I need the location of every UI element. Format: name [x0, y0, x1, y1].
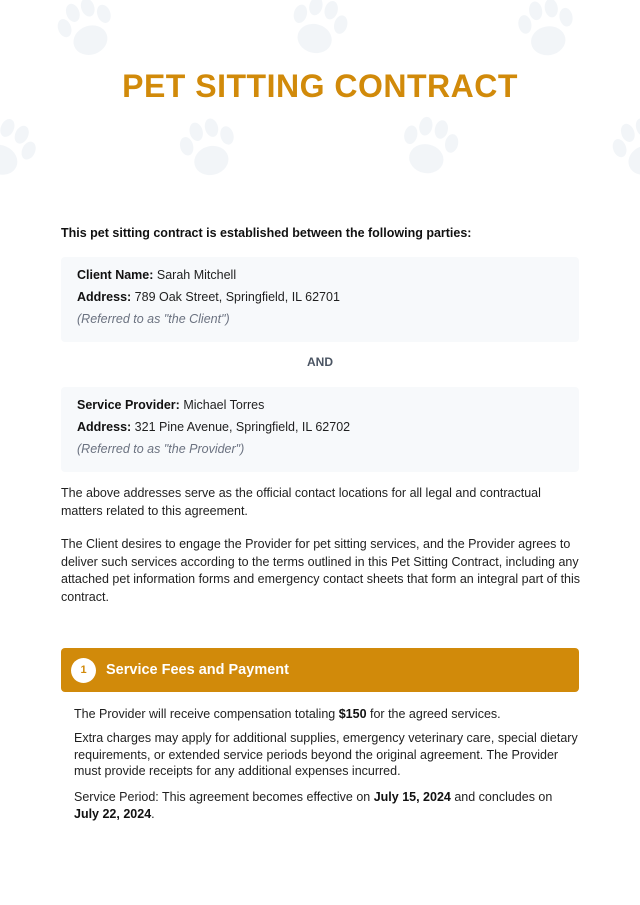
- intro-text: This pet sitting contract is established between the following parties:: [61, 226, 472, 240]
- paw-print-icon: [386, 103, 471, 188]
- provider-name-value: Michael Torres: [183, 398, 265, 412]
- paw-print-icon: [274, 0, 362, 70]
- service-period-before: Service Period: This agreement becomes effective on: [74, 790, 374, 804]
- paw-print-icon: [595, 102, 640, 194]
- client-name-label: Client Name:: [77, 268, 154, 282]
- section-title: Service Fees and Payment: [106, 662, 289, 678]
- client-name-value: Sarah Mitchell: [156, 268, 237, 282]
- party-separator: AND: [307, 355, 333, 369]
- client-address-label: Address:: [77, 290, 132, 304]
- extra-charges-text: Extra charges may apply for additional supplies, emergency veterinary care, special dietary requirements, or extended service periods beyond the original agreement. The Provider must provide receipts for any additional expenses incurred.: [74, 731, 578, 778]
- paw-print-icon: [40, 0, 132, 74]
- paw-print-icon: [504, 0, 587, 70]
- paw-print-icon: [0, 100, 54, 196]
- paw-print-icon: [164, 104, 252, 192]
- provider-reference: (Referred to as "the Provider"): [77, 442, 245, 456]
- client-reference: (Referred to as "the Client"): [77, 312, 230, 326]
- compensation-text: [74, 706, 579, 723]
- service-start-date: July 15, 2024: [373, 790, 451, 804]
- service-period-text: [74, 789, 579, 822]
- provider-address-line: [77, 420, 563, 442]
- service-period-middle: and concludes on: [450, 790, 553, 804]
- engagement-paragraph: The Client desires to engage the Provider for pet sitting services, and the Provider agrees to deliver such services according to the terms outlined in this Pet Sitting Contract, including any attached pet information forms and emergency contact sheets that form an integral part of this contract.: [61, 537, 581, 604]
- section-header-service-fees: [61, 648, 579, 692]
- service-end-date: July 22, 2024: [74, 806, 152, 821]
- section-number-badge: 1: [71, 658, 96, 683]
- provider-address-label: Address:: [77, 420, 132, 434]
- page-title: PET SITTING CONTRACT: [122, 68, 518, 104]
- service-period-after: .: [151, 806, 155, 821]
- compensation-amount: $150: [338, 707, 367, 721]
- provider-address-value: 321 Pine Avenue, Springfield, IL 62702: [134, 420, 351, 434]
- addresses-paragraph: The above addresses serve as the official contact locations for all legal and contractual matters related to this agreement.: [61, 486, 541, 518]
- provider-name-label: Service Provider:: [77, 398, 180, 412]
- client-address-value: 789 Oak Street, Springfield, IL 62701: [134, 290, 340, 304]
- provider-name-line: [77, 398, 563, 420]
- client-address-line: [77, 290, 563, 312]
- client-name-line: [77, 268, 563, 290]
- compensation-text-before: The Provider will receive compensation totaling: [74, 707, 339, 721]
- provider-info-box: [61, 387, 579, 472]
- compensation-text-after: for the agreed services.: [366, 707, 501, 721]
- client-info-box: [61, 257, 579, 342]
